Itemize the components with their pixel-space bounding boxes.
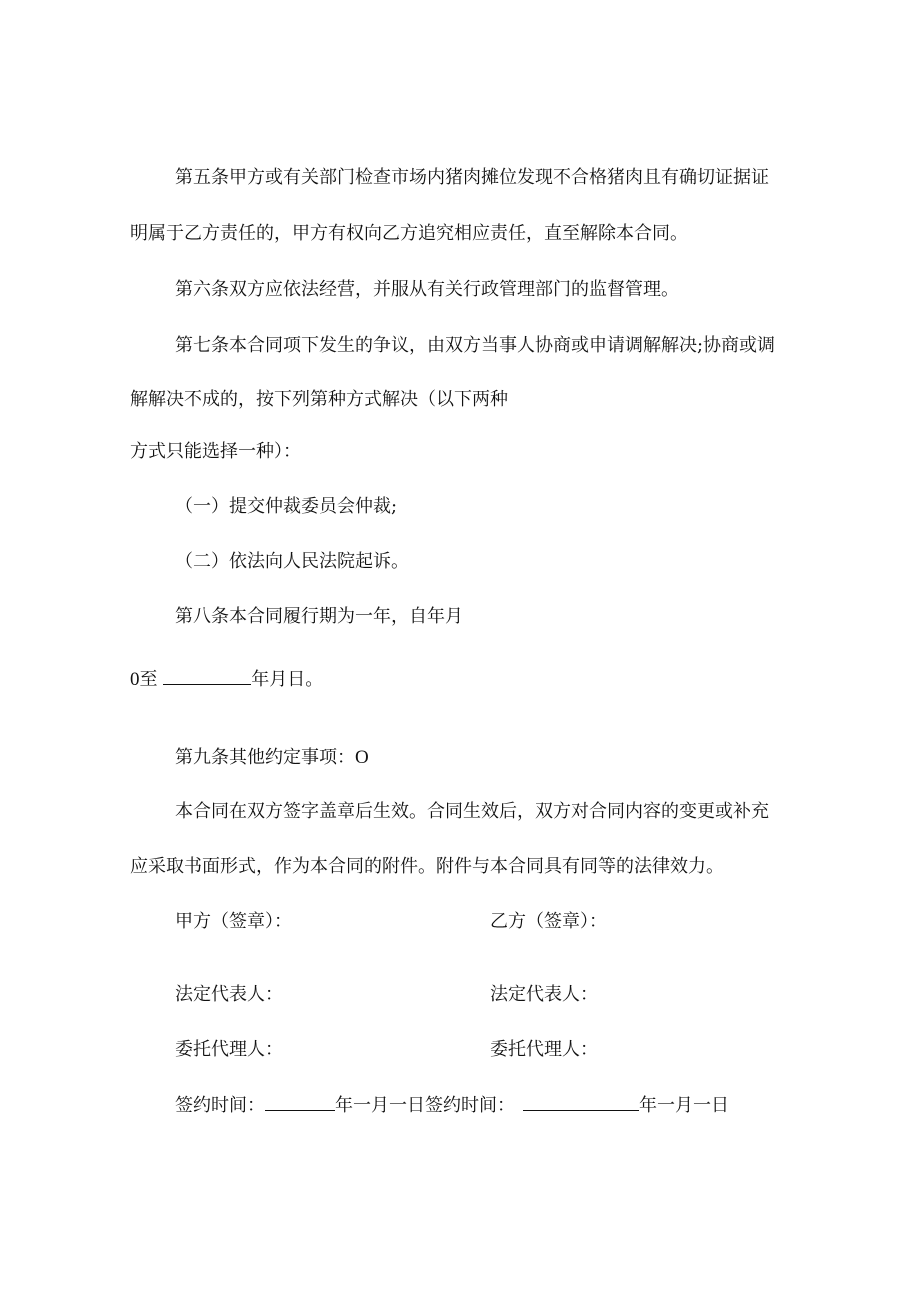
- article7-option2: （二）依法向人民法院起诉。: [175, 551, 409, 572]
- party-b-agent: 委托代理人：: [490, 1039, 598, 1060]
- party-a-seal: 甲方（签章）：: [175, 911, 292, 932]
- article7-line3: 方式只能选择一种）：: [130, 441, 301, 462]
- article5-line2: 明属于乙方责任的，甲方有权向乙方追究相应责任，直至解除本合同。: [130, 223, 688, 244]
- article5-line1: 第五条甲方或有关部门检查市场内猪肉摊位发现不合格猪肉且有确切证据证: [175, 167, 769, 188]
- article7-line1: 第七条本合同项下发生的争议，由双方当事人协商或申请调解解决;协商或调: [175, 335, 776, 356]
- sign-time-a-label: 签约时间：: [175, 1095, 265, 1116]
- effect-line2: 应采取书面形式，作为本合同的附件。附件与本合同具有同等的法律效力。: [130, 856, 724, 877]
- article6-line1: 第六条双方应依法经营，并服从有关行政管理部门的监督管理。: [175, 279, 679, 300]
- sign-time-row: [175, 1094, 729, 1118]
- party-a-legal-rep: 法定代表人：: [175, 984, 283, 1005]
- sign-time-b-suffix: 年一月一日: [639, 1095, 729, 1116]
- effect-line1: 本合同在双方签字盖章后生效。合同生效后，双方对合同内容的变更或补充: [175, 801, 769, 822]
- article8-line2: [130, 668, 323, 692]
- sign-time-a-blank: [265, 1094, 335, 1111]
- date-blank-line: [163, 668, 251, 685]
- party-a-agent: 委托代理人：: [175, 1039, 283, 1060]
- article7-option1: （一）提交仲裁委员会仲裁;: [175, 496, 398, 517]
- article8-line1: 第八条本合同履行期为一年，自年月: [175, 606, 463, 627]
- article9-text: 第九条其他约定事项：: [175, 747, 355, 768]
- article9-mark: O: [355, 747, 369, 768]
- article8-zhi: 至: [139, 669, 158, 690]
- party-b-legal-rep: 法定代表人：: [490, 984, 598, 1005]
- article8-line2-suffix: 年月日。: [251, 669, 324, 690]
- article8-zero: 0: [130, 669, 140, 690]
- party-b-seal: 乙方（签章）：: [490, 911, 607, 932]
- sign-time-b-blank: [523, 1094, 639, 1111]
- article7-line2: 解解决不成的，按下列第种方式解决（以下两种: [130, 389, 508, 410]
- article9-line1: [175, 746, 369, 770]
- sign-time-a-suffix: 年一月一日签约时间：: [335, 1095, 515, 1116]
